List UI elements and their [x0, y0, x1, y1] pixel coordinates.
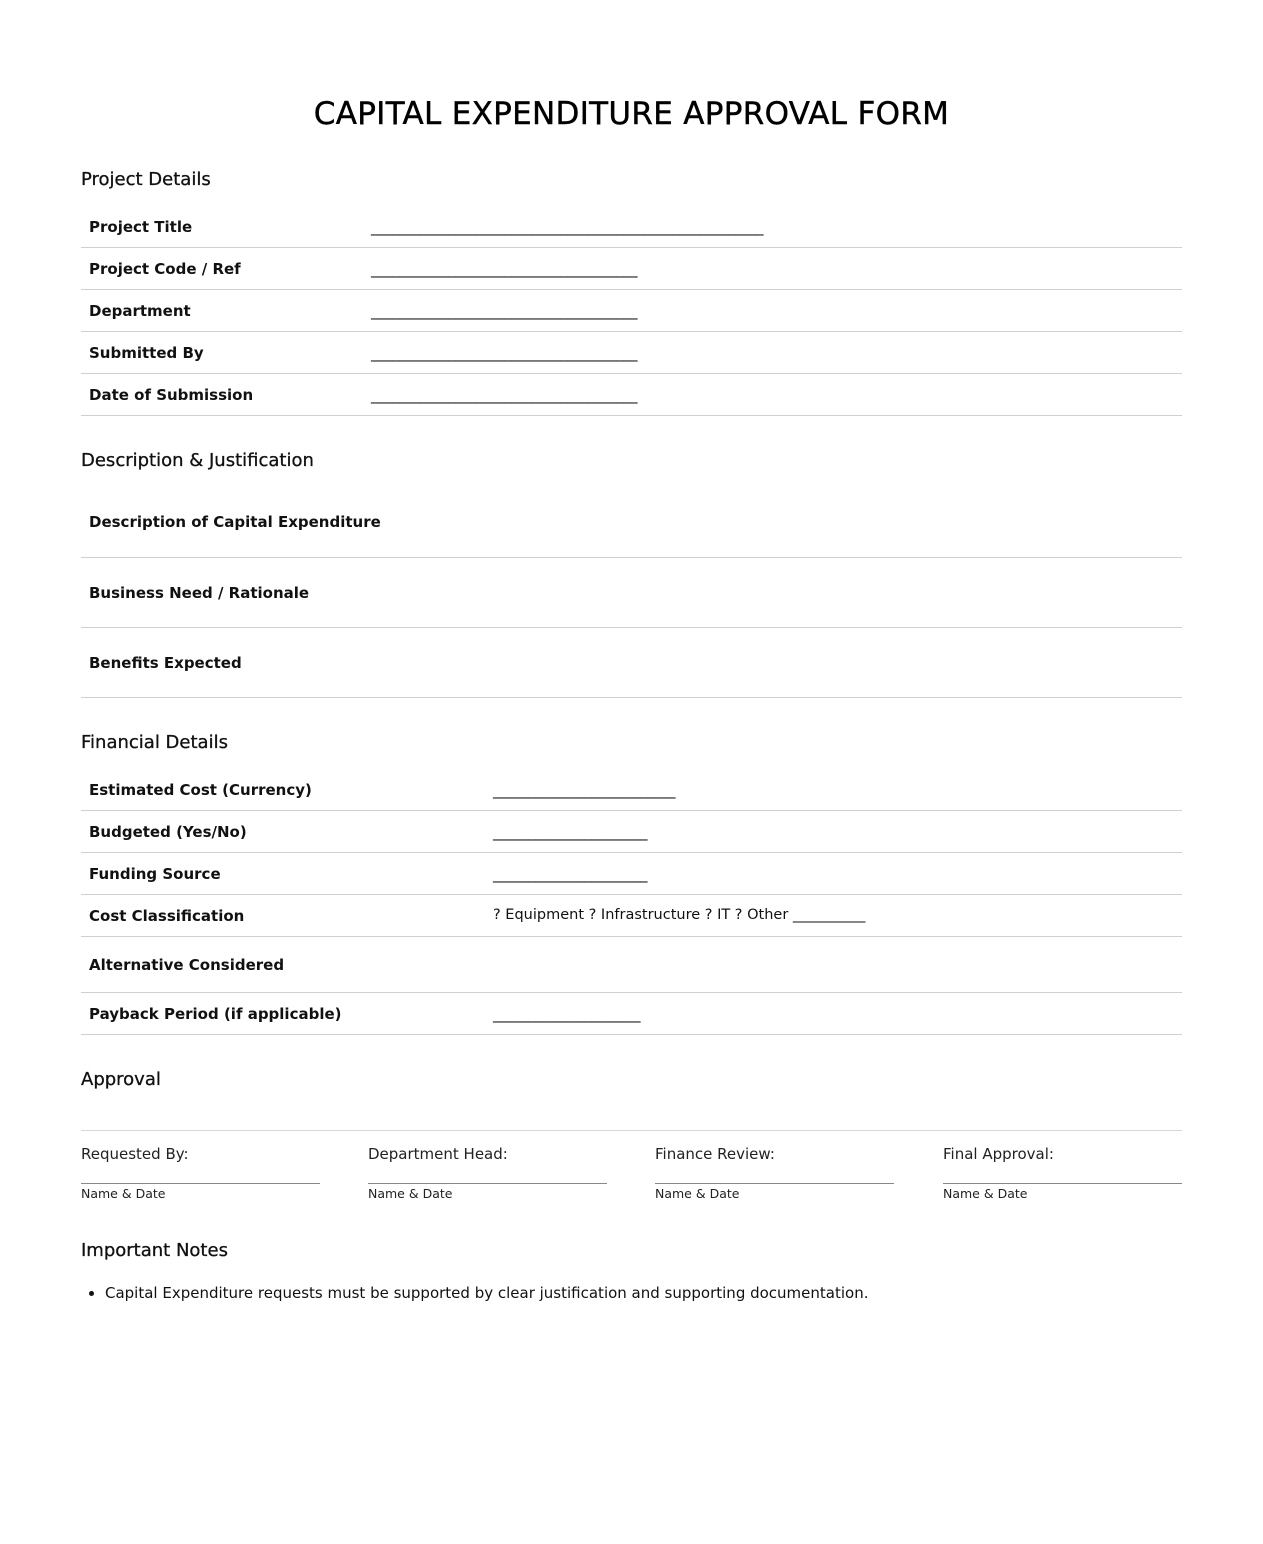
list-item: • Capital Expenditure requests must be supported by clear justification and supporting documentation. — [105, 1282, 1182, 1301]
section-heading-financial: Financial Details — [81, 732, 228, 753]
signature-line[interactable] — [655, 1183, 894, 1184]
estimated-cost-field[interactable]: __________________________ — [493, 781, 675, 799]
row-label: Business Need / Rationale — [89, 584, 310, 602]
signature-finance-review — [655, 1145, 894, 1201]
section-heading-description: Description & Justification — [81, 450, 314, 471]
row-alternative-considered[interactable] — [81, 937, 1182, 993]
row-project-code — [81, 248, 1182, 290]
budgeted-field[interactable]: ______________________ — [493, 823, 647, 841]
department-field[interactable]: ______________________________________ — [371, 302, 637, 320]
row-label: Date of Submission — [89, 386, 254, 404]
section-heading-notes: Important Notes — [81, 1240, 228, 1261]
date-of-submission-field[interactable]: ______________________________________ — [371, 386, 637, 404]
signature-label: Final Approval: — [943, 1145, 1054, 1163]
row-project-title — [81, 206, 1182, 248]
row-date-of-submission — [81, 374, 1182, 416]
row-label: Benefits Expected — [89, 654, 242, 672]
signature-hint: Name & Date — [81, 1186, 166, 1201]
signature-final-approval — [943, 1145, 1182, 1201]
row-funding-source — [81, 853, 1182, 895]
signature-hint: Name & Date — [943, 1186, 1028, 1201]
row-label: Cost Classification — [89, 907, 245, 925]
row-cost-classification — [81, 895, 1182, 937]
funding-source-field[interactable]: ______________________ — [493, 865, 647, 883]
row-label: Description of Capital Expenditure — [89, 513, 381, 531]
project-title-field[interactable]: ________________________________________________________ — [371, 218, 763, 236]
signature-label: Department Head: — [368, 1145, 508, 1163]
signature-requested-by — [81, 1145, 320, 1201]
row-label: Payback Period (if applicable) — [89, 1005, 342, 1023]
row-label: Estimated Cost (Currency) — [89, 781, 312, 799]
row-estimated-cost — [81, 769, 1182, 811]
notes-list — [81, 1282, 1182, 1301]
signature-label: Requested By: — [81, 1145, 189, 1163]
row-label: Submitted By — [89, 344, 204, 362]
approval-divider — [81, 1130, 1182, 1131]
row-benefits-expected[interactable] — [81, 628, 1182, 698]
row-label: Funding Source — [89, 865, 221, 883]
row-submitted-by — [81, 332, 1182, 374]
signature-label: Finance Review: — [655, 1145, 775, 1163]
row-label: Project Title — [89, 218, 193, 236]
row-budgeted — [81, 811, 1182, 853]
section-heading-project-details: Project Details — [81, 169, 211, 190]
signature-line[interactable] — [81, 1183, 320, 1184]
signature-line[interactable] — [368, 1183, 607, 1184]
row-label: Department — [89, 302, 191, 320]
row-department — [81, 290, 1182, 332]
row-description-of-capex[interactable] — [81, 488, 1182, 558]
row-label: Alternative Considered — [89, 956, 285, 974]
payback-period-field[interactable]: _____________________ — [493, 1005, 640, 1023]
signature-line[interactable] — [943, 1183, 1182, 1184]
signature-hint: Name & Date — [655, 1186, 740, 1201]
project-code-field[interactable]: ______________________________________ — [371, 260, 637, 278]
form-title: CAPITAL EXPENDITURE APPROVAL FORM — [313, 96, 950, 132]
section-heading-approval: Approval — [81, 1069, 161, 1090]
submitted-by-field[interactable]: ______________________________________ — [371, 344, 637, 362]
signature-hint: Name & Date — [368, 1186, 453, 1201]
row-business-need[interactable] — [81, 558, 1182, 628]
cost-classification-options[interactable]: ? Equipment ? Infrastructure ? IT ? Other __________ — [493, 907, 866, 923]
signature-department-head — [368, 1145, 607, 1201]
row-label: Project Code / Ref — [89, 260, 241, 278]
row-label: Budgeted (Yes/No) — [89, 823, 247, 841]
row-payback-period — [81, 993, 1182, 1035]
